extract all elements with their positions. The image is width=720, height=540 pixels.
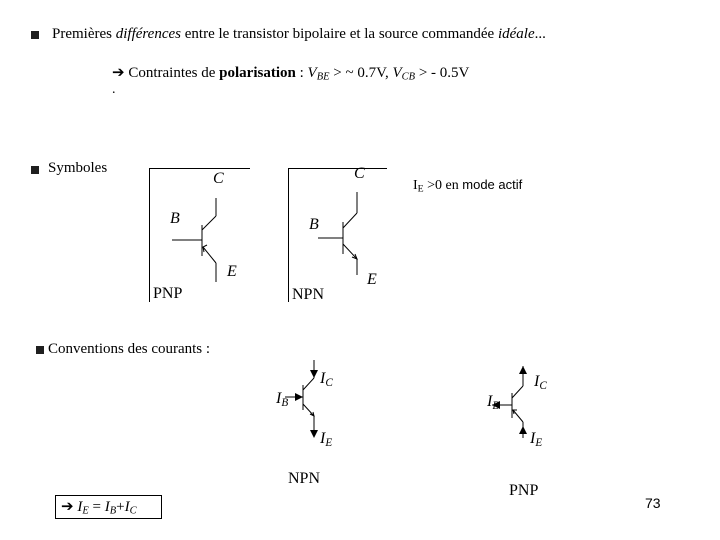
pnp-base-label: B [170,210,180,227]
header-part2: différences [115,26,181,42]
formula-ib-sub: B [109,505,117,517]
pnp-emitter-label: E [227,263,237,280]
ie-note-rest2: mode actif [462,177,523,192]
pnp-name: PNP [153,285,183,302]
vcb-rest: > - 0.5V [415,65,470,81]
npn-ib-sub: B [281,396,289,409]
constraints-colon: : [295,65,308,81]
ie-note-main: I [413,178,418,193]
pnp-ie-label [530,430,542,448]
pnp-ib-label [487,393,499,411]
npn-emitter-label: E [367,271,377,288]
formula-ie-sub: E [82,505,89,517]
pnp-ib-main: I [487,393,493,410]
pnp-ic-arrow-icon [519,366,527,374]
pnp-ic-label [534,373,547,391]
formula-arrow-icon: ➔ [61,499,74,515]
current-formula [55,495,162,519]
conventions-bullet [36,346,44,354]
npn-ic-main: I [320,370,326,387]
pnp-collector-label: C [213,170,224,187]
npn-collector-label: C [354,165,365,182]
npn-name: NPN [292,286,325,303]
page-number: 73 [645,495,661,511]
formula-ic-sub: C [129,505,137,517]
npn-ie-sub: E [325,436,333,449]
npn-ie-arrow-icon [310,430,318,438]
vcb-sub: CB [401,71,416,83]
symbols-label: Symboles [48,160,108,176]
npn-ib-arrow-icon [295,393,303,401]
pnp-convention-name: PNP [509,482,539,499]
arrow-icon: ➔ [112,65,125,81]
npn-ib-label [276,390,288,408]
pnp-ie-arrow-icon [519,426,527,434]
ie-note-rest1: >0 en [423,178,463,193]
constraints-lead: Contraintes de [124,65,220,81]
ie-note-sub: E [417,183,424,195]
pnp-ie-sub: E [535,436,543,449]
vbe-sub: BE [316,71,330,83]
vbe-rest: > ~ 0.7V, [329,65,393,81]
npn-transistor-symbol [318,192,357,275]
constraints-bold: polarisation [219,65,296,81]
vcb-main: V [392,65,402,81]
constraints-dot: . [112,82,116,97]
npn-ic-sub: C [325,376,333,389]
formula-plus: + [116,499,125,515]
header-part4: idéale [497,26,535,42]
ie-note [413,177,522,194]
pnp-ib-sub: B [492,399,500,412]
npn-ie-label [320,430,332,448]
npn-ib-main: I [276,390,282,407]
npn-base-label: B [309,216,319,233]
header-part5: ... [534,26,546,42]
npn-convention-name: NPN [288,470,321,487]
npn-ie-main: I [320,430,326,447]
formula-ie: I [77,499,83,515]
pnp-ic-main: I [534,373,540,390]
pnp-ic-sub: C [539,379,547,392]
conventions-label: Conventions des courants : [48,341,211,357]
pnp-ie-main: I [530,430,536,447]
formula-eq: = [88,499,105,515]
header-part1: Premières [52,26,116,42]
formula-ib: I [104,499,110,515]
npn-ic-label [320,370,333,388]
npn-ic-arrow-icon [310,370,318,378]
vbe-main: V [307,65,317,81]
header-part3: entre le transistor bipolaire et la source commandée [181,26,498,42]
formula-ic: I [124,499,130,515]
